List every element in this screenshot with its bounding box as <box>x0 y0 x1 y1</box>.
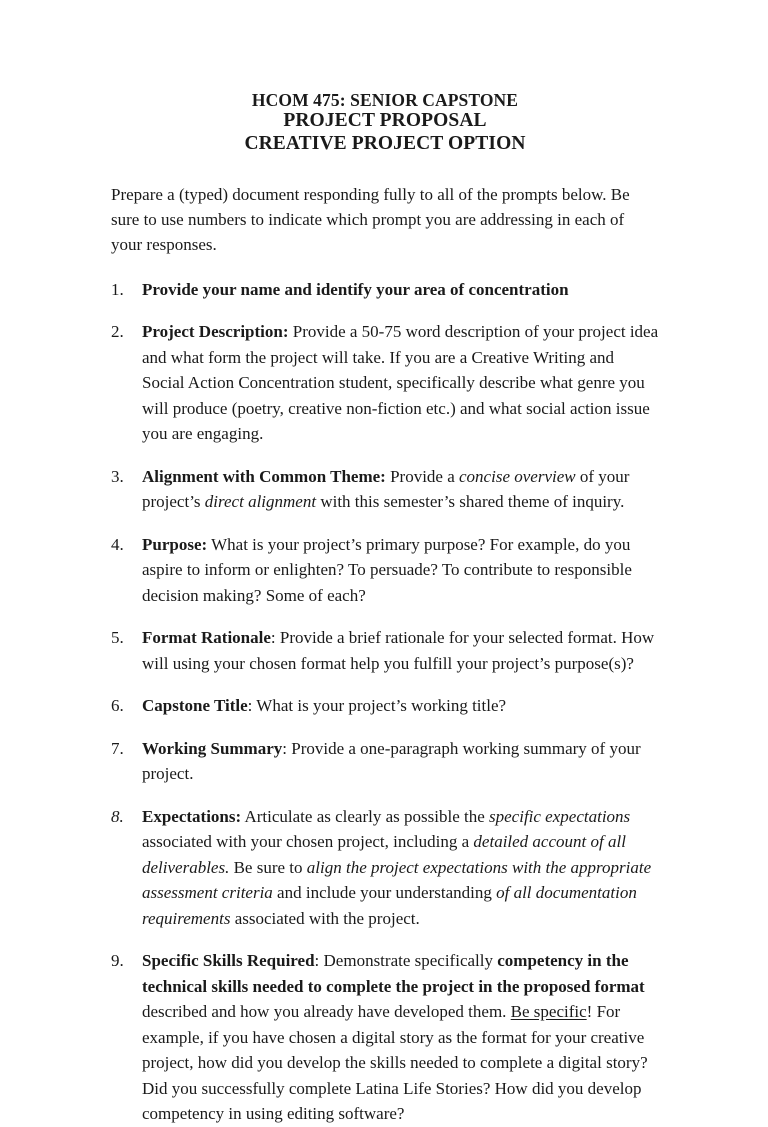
prompt-list <box>111 277 659 1127</box>
prompt-item <box>111 625 659 676</box>
prompt-text <box>142 804 659 932</box>
prompt-text-run: described and how you already have developed them. <box>142 1002 511 1022</box>
prompt-text-run: : Provide a brief rationale for your selected format. How will using your chosen format help you fulfill your project’s purpose(s)? <box>142 628 655 673</box>
prompt-text-run: Be sure to <box>229 857 307 877</box>
prompt-text-run: of your project’s <box>142 466 630 512</box>
prompt-item <box>111 693 659 719</box>
prompt-text <box>142 532 659 609</box>
prompt-text-run: with this semester’s shared theme of inquiry. <box>316 492 625 512</box>
prompt-text-run: Expectations: <box>142 806 242 826</box>
title-line-project-proposal: PROJECT PROPOSAL <box>283 110 487 132</box>
prompt-text-run: ! For example, if you have chosen a digital story as the format for your creative project, how did you develop the skills needed to complete a digital story? Did you successfully complete Latina Life Stories? How did you develop competency in using editing software? <box>142 1002 648 1124</box>
prompt-text-run: Capstone Title <box>142 696 248 716</box>
document-content <box>111 90 659 1127</box>
prompt-text-run: specific expectations <box>489 806 631 826</box>
prompt-item <box>111 948 659 1127</box>
prompt-text-run: Provide a 50-75 word description of your project idea and what form the project will take. If you are a Creative Writing and Social Action Concentration student, specifically describe what genre you will produce (poetry, creative non-fiction etc.) and what social action issue you are engaging. <box>142 322 659 444</box>
prompt-text <box>142 464 659 515</box>
document-title-block <box>111 90 659 156</box>
prompt-text-run: Format Rationale <box>142 628 271 648</box>
prompt-text-run: associated with your chosen project, including a <box>142 832 474 852</box>
prompt-text-run: concise overview <box>459 466 576 486</box>
prompt-number: 8. <box>111 806 124 826</box>
prompt-number: 5. <box>111 628 124 648</box>
prompt-text-run: Be specific <box>510 1002 587 1022</box>
prompt-item <box>111 277 659 303</box>
prompt-text-run: What is your project’s primary purpose? For example, do you aspire to inform or enlighten? To persuade? To contribute to responsible decision making? Some of each? <box>142 534 632 605</box>
prompt-text <box>142 693 659 719</box>
prompt-text-run: detailed account of all deliverables. <box>142 832 626 877</box>
prompt-text <box>142 736 659 787</box>
title-line-course: HCOM 475: SENIOR CAPSTONE <box>251 90 519 110</box>
prompt-item <box>111 736 659 787</box>
prompt-number: 4. <box>111 534 124 554</box>
prompt-text <box>142 319 659 447</box>
prompt-number: 3. <box>111 466 124 486</box>
prompt-text-run: Working Summary <box>142 738 283 758</box>
prompt-text-run: : Demonstrate specifically <box>314 951 498 971</box>
prompt-number: 9. <box>111 951 124 971</box>
prompt-number: 2. <box>111 322 124 342</box>
prompt-text <box>142 948 659 1127</box>
prompt-text-run: Purpose: <box>142 534 208 554</box>
prompt-text-run: : What is your project’s working title? <box>247 696 507 716</box>
title-line-creative-project-option: CREATIVE PROJECT OPTION <box>244 132 526 154</box>
prompt-text-run: and include your understanding <box>272 883 497 903</box>
intro-paragraph: Prepare a (typed) document responding fully to all of the prompts below. Be sure to use numbers to indicate which prompt you are addressing in each of your responses. <box>111 184 630 254</box>
prompt-number: 7. <box>111 738 124 758</box>
prompt-item <box>111 532 659 609</box>
prompt-text-run: associated with the project. <box>230 908 420 928</box>
prompt-text <box>142 277 659 303</box>
prompt-text-run: : Provide a one-paragraph working summary of your project. <box>142 738 641 784</box>
prompt-text-run: Articulate as clearly as possible the <box>241 806 490 826</box>
prompt-text-run: of all documentation requirements <box>142 883 637 928</box>
prompt-text-run: direct alignment <box>204 492 317 512</box>
prompt-text-run: Provide your name and identify your area of concentration <box>142 279 569 299</box>
prompt-text <box>142 625 659 676</box>
prompt-item <box>111 464 659 515</box>
prompt-text-run: Specific Skills Required <box>142 951 315 971</box>
prompt-text-run: competency in the technical skills needed to complete the project in the proposed format <box>142 951 645 996</box>
prompt-number: 1. <box>111 279 124 299</box>
prompt-number: 6. <box>111 696 124 716</box>
prompt-text-run: Project Description: <box>142 322 289 342</box>
prompt-text-run: Provide a <box>385 466 460 486</box>
prompt-text-run: Alignment with Common Theme: <box>142 466 386 486</box>
prompt-item <box>111 804 659 932</box>
prompt-item <box>111 319 659 447</box>
prompt-text-run: align the project expectations with the appropriate assessment criteria <box>142 857 652 903</box>
